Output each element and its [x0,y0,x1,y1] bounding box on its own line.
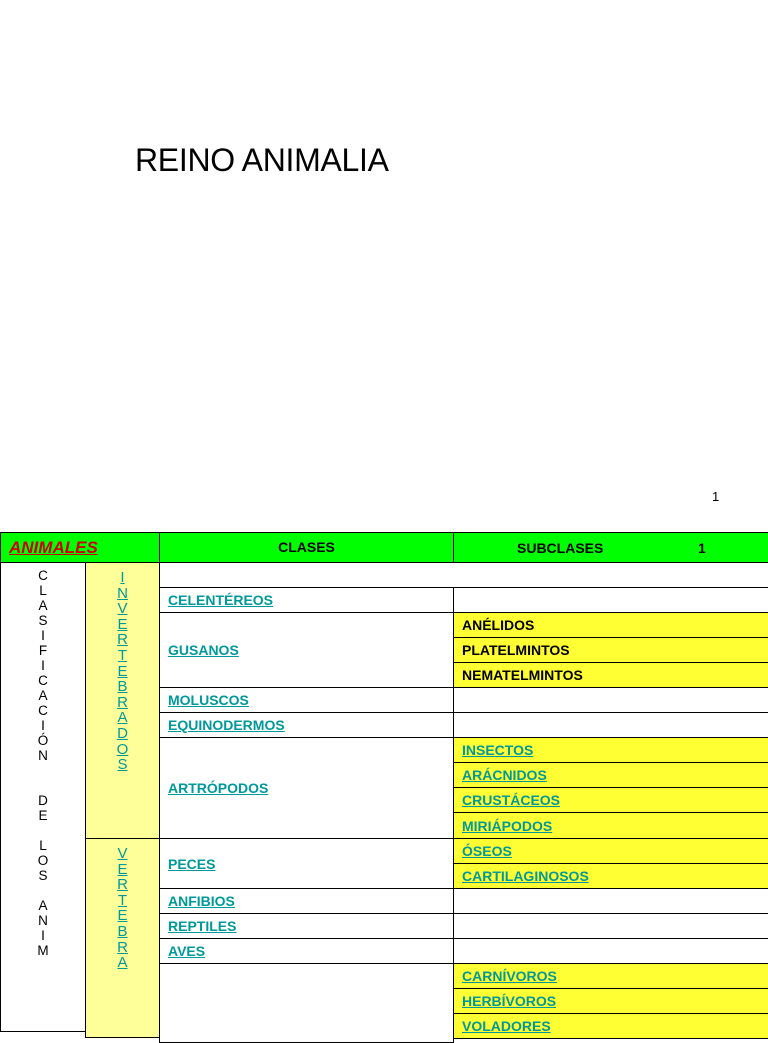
animales-label[interactable]: ANIMALES [9,538,98,557]
header-clases: CLASES [159,532,454,563]
invertebrados-letter: E [117,662,128,680]
vertebrados-letter: E [117,907,128,925]
subclass-cell-nematelmintos [453,662,768,688]
vertebrados-letter: B [117,922,128,940]
classification-letter: A [38,688,48,703]
invertebrados-letter: T [117,646,128,664]
class-link-gusanos[interactable]: GUSANOS [168,642,239,658]
classification-letter: N [38,748,48,763]
invertebrados-letter: V [117,600,128,618]
class-link-peces[interactable]: PECES [168,855,216,872]
subclass-empty [453,587,768,613]
subclass-cell-crustaceos [453,787,768,813]
classification-letter: S [38,613,48,628]
subclass-anelidos: ANÉLIDOS [462,617,535,633]
subclass-cell-carnivoros [453,963,768,989]
invertebrados-letter: B [117,678,128,696]
vertebrados-letter: V [117,845,128,862]
subclass-nematelmintos: NEMATELMINTOS [462,667,583,683]
class-link-anfibios[interactable]: ANFIBIOS [168,893,235,909]
class-link-aves[interactable]: AVES [168,943,206,959]
classification-letter: M [37,943,49,958]
vertebrados-letter: A [117,954,128,972]
classification-letter: O [37,853,49,868]
classification-letter: I [41,928,45,943]
header-number: 1 [698,540,706,556]
subclass-empty [453,913,768,939]
subclass-cell-platelmintos [453,637,768,663]
subclass-empty [453,687,768,713]
subclass-link-miriapodos[interactable]: MIRIÁPODOS [462,817,553,834]
subclass-platelmintos: PLATELMINTOS [462,642,570,658]
classification-letter: S [38,868,48,883]
subclass-link-crustaceos[interactable]: CRUSTÁCEOS [462,792,561,808]
classification-letter [1,823,85,838]
vertebrados-letter: R [117,876,128,894]
class-link-moluscos[interactable]: MOLUSCOS [168,692,249,708]
classification-letter: E [38,808,48,823]
class-link-artropodos[interactable]: ARTRÓPODOS [168,780,269,796]
subclases-label: SUBCLASES [517,540,604,556]
subclass-link-insectos[interactable]: INSECTOS [462,742,534,758]
subclass-cell-insectos [453,737,768,763]
class-cell-celentereos [159,587,454,613]
class-cell-gusanos [159,612,454,688]
class-cell-aves [159,938,454,964]
class-link-celentereos[interactable]: CELENTÉREOS [168,592,274,608]
subclass-cell-miriapodos [453,812,768,839]
class-cell-moluscos [159,687,454,713]
invertebrados-letter: A [117,709,128,727]
classification-letter: C [38,673,48,688]
class-cell-equinodermos [159,712,454,738]
classification-letter: C [38,703,48,718]
invertebrados-column [85,562,160,839]
subclass-cell-anelidos [453,612,768,638]
vertebrados-letter: T [117,891,128,909]
subclass-cell-oseos [453,838,768,864]
subclass-empty [453,938,768,964]
page-number: 1 [712,489,720,504]
invertebrados-letter: E [117,615,128,633]
subclass-empty [453,888,768,914]
vertebrados-letter: E [117,860,128,878]
invertebrados-letter: R [117,631,128,649]
invertebrados-letter: O [116,740,129,758]
invertebrados-letter: S [117,756,128,774]
classification-column [0,562,86,1032]
subclass-link-herbivoros[interactable]: HERBÍVOROS [462,993,557,1009]
subclass-empty [453,712,768,738]
vertebrados-letters[interactable] [86,839,159,971]
classification-letter: L [39,838,47,853]
invertebrados-letter: I [120,569,125,586]
class-cell-peces [159,838,454,889]
classification-letter: I [41,658,45,673]
invertebrados-letter: R [117,693,128,711]
subclass-link-voladores[interactable]: VOLADORES [462,1018,551,1034]
vertebrados-column [85,838,160,1038]
classification-letter: Ó [37,733,49,748]
invertebrados-letter: N [117,584,128,602]
header-animales [0,532,160,563]
header-subclases [453,532,768,563]
subclass-cell-voladores [453,1013,768,1039]
classification-letter: A [38,598,48,613]
classification-letter: N [38,913,48,928]
subclass-cell-herbivoros [453,988,768,1014]
classification-letter: F [38,643,48,658]
classification-letter: L [39,583,47,598]
class-cell-mamiferos [159,963,454,1043]
invertebrados-letters[interactable] [86,563,159,773]
subclass-cell-cartilaginosos [453,863,768,889]
classification-letter: C [38,568,48,583]
subclass-link-oseos[interactable]: ÓSEOS [462,843,512,859]
vertebrados-letter: R [117,938,128,956]
classification-letter [1,778,85,793]
subclass-link-cartilaginosos[interactable]: CARTILAGINOSOS [462,868,589,884]
class-link-reptiles[interactable]: REPTILES [168,918,237,934]
subclass-link-carnivoros[interactable]: CARNÍVOROS [462,968,557,984]
classification-letter [1,763,85,778]
subclass-cell-aracnidos [453,762,768,788]
classification-letter: I [41,718,45,733]
class-link-equinodermos[interactable]: EQUINODERMOS [168,717,285,733]
slide-title: REINO ANIMALIA [135,142,389,178]
empty-row [159,562,768,588]
subclass-link-aracnidos[interactable]: ARÁCNIDOS [462,767,547,783]
classification-letters [1,563,85,958]
classification-letter: D [38,793,48,808]
invertebrados-letter: D [117,724,128,742]
class-cell-artropodos [159,737,454,839]
classification-letter [1,883,85,898]
class-cell-anfibios [159,888,454,914]
class-cell-reptiles [159,913,454,939]
classification-letter: A [38,898,48,913]
classification-letter: I [41,628,45,643]
